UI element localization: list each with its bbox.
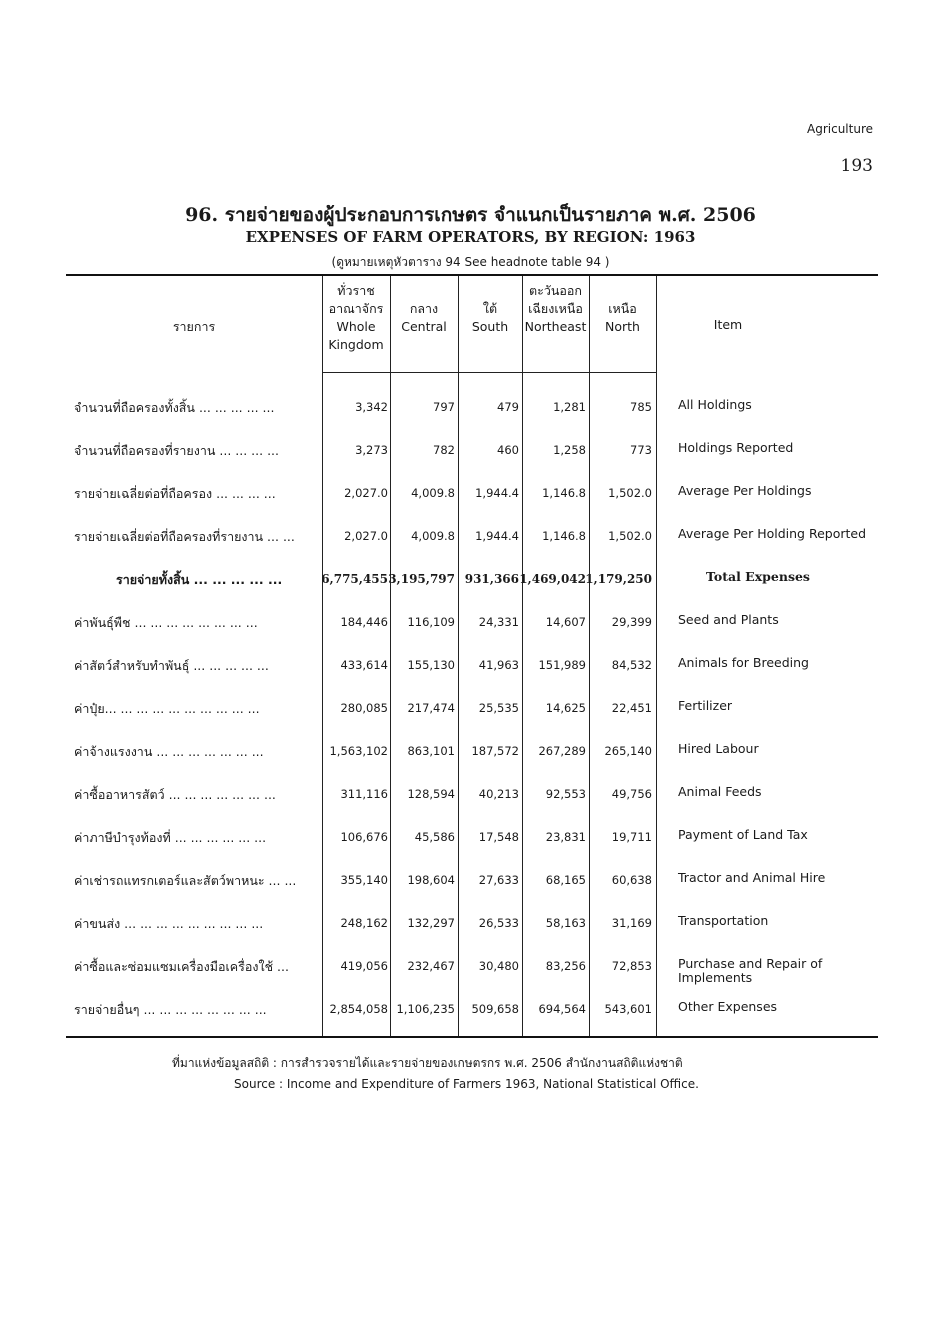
table-cell: 83,256 bbox=[545, 959, 586, 973]
table-cell: 2,854,058 bbox=[329, 1002, 388, 1016]
table-cell: 479 bbox=[497, 400, 519, 414]
table-cell: 248,162 bbox=[340, 916, 388, 930]
table-cell: 1,106,235 bbox=[396, 1002, 455, 1016]
header-english: Northeast bbox=[524, 319, 587, 334]
header-english: Item bbox=[713, 317, 743, 332]
title-thai: 96. รายจ่ายของผู้ประกอบการเกษตร จำแนกเป็นรายภาค พ.ศ. 2506 bbox=[185, 204, 756, 226]
table-cell: 785 bbox=[630, 400, 652, 414]
table-cell: 41,963 bbox=[478, 658, 519, 672]
table-cell: 151,989 bbox=[538, 658, 586, 672]
row-label-thai: รายจ่ายทั้งสิ้น ... ... ... ... ... bbox=[116, 572, 283, 587]
table-cell: 1,944.4 bbox=[475, 486, 519, 500]
header-english: South bbox=[471, 319, 509, 334]
table-cell: 72,853 bbox=[611, 959, 652, 973]
table-cell: 232,467 bbox=[407, 959, 455, 973]
table-cell: 29,399 bbox=[611, 615, 652, 629]
column-header-item-english bbox=[656, 316, 800, 334]
row-label-thai: รายจ่ายอื่นๆ ... ... ... ... ... ... ... ... bbox=[74, 1002, 267, 1017]
row-label-english: Animals for Breeding bbox=[678, 655, 809, 670]
table-cell: 3,342 bbox=[355, 400, 388, 414]
table-cell: 155,130 bbox=[407, 658, 455, 672]
header-underline bbox=[322, 372, 656, 373]
table-cell: 14,607 bbox=[545, 615, 586, 629]
table-cell: 40,213 bbox=[478, 787, 519, 801]
table-cell: 543,601 bbox=[604, 1002, 652, 1016]
section-label: Agriculture bbox=[807, 122, 873, 136]
table-cell: 30,480 bbox=[478, 959, 519, 973]
table-cell: 3,195,797 bbox=[388, 572, 455, 586]
table-top-rule bbox=[66, 274, 878, 276]
table-cell: 1,258 bbox=[553, 443, 586, 457]
row-label-english: Hired Labour bbox=[678, 741, 759, 756]
row-label-english: Average Per Holdings bbox=[678, 483, 812, 498]
table-cell: 797 bbox=[433, 400, 455, 414]
row-label-english: Payment of Land Tax bbox=[678, 827, 808, 842]
table-cell: 509,658 bbox=[471, 1002, 519, 1016]
table-cell: 23,831 bbox=[545, 830, 586, 844]
table-cell: 49,756 bbox=[611, 787, 652, 801]
table-cell: 58,163 bbox=[545, 916, 586, 930]
row-label-thai: จำนวนที่ถือครองที่รายงาน ... ... ... ... bbox=[74, 443, 279, 458]
table-cell: 355,140 bbox=[340, 873, 388, 887]
column-header-north bbox=[589, 300, 656, 336]
row-label-thai: รายจ่ายเฉลี่ยต่อที่ถือครองที่รายงาน ... ... bbox=[74, 529, 295, 544]
row-label-english: Total Expenses bbox=[706, 569, 810, 584]
table-cell: 92,553 bbox=[545, 787, 586, 801]
table-cell: 1,502.0 bbox=[608, 529, 652, 543]
table-cell: 773 bbox=[630, 443, 652, 457]
header-thai-line: เฉียงเหนือ bbox=[528, 301, 583, 316]
table-cell: 17,548 bbox=[478, 830, 519, 844]
table-cell: 3,273 bbox=[355, 443, 388, 457]
row-label-english: Purchase and Repair of Implements bbox=[678, 956, 823, 985]
table-cell: 4,009.8 bbox=[411, 486, 455, 500]
table-cell: 1,179,250 bbox=[585, 572, 652, 586]
table-cell: 419,056 bbox=[340, 959, 388, 973]
header-english: Central bbox=[401, 319, 447, 334]
column-header-central bbox=[390, 300, 458, 336]
header-thai-line: อาณาจักร bbox=[328, 301, 384, 316]
row-label-english: Fertilizer bbox=[678, 698, 733, 713]
page-number: 193 bbox=[840, 156, 873, 176]
header-thai-line: ทั่วราช bbox=[337, 283, 375, 298]
row-label-thai: ค่าจ้างแรงงาน ... ... ... ... ... ... ... bbox=[74, 744, 264, 759]
row-label-thai: รายจ่ายเฉลี่ยต่อที่ถือครอง ... ... ... ... bbox=[74, 486, 276, 501]
column-header-south bbox=[458, 300, 522, 336]
table-cell: 60,638 bbox=[611, 873, 652, 887]
row-label-thai: ค่าสัตว์สำหรับทำพันธุ์ ... ... ... ... ... bbox=[74, 658, 269, 673]
row-label-english: Average Per Holding Reported bbox=[678, 526, 867, 541]
row-label-thai: ค่าซื้อและซ่อมแซมเครื่องมือเครื่องใช้ ... bbox=[74, 959, 289, 974]
table-cell: 14,625 bbox=[545, 701, 586, 715]
source-english: Source : Income and Expenditure of Farmers 1963, National Statistical Office. bbox=[234, 1077, 699, 1091]
table-bottom-rule bbox=[66, 1036, 878, 1038]
row-label-thai: ค่าซื้ออาหารสัตว์ ... ... ... ... ... ... ... bbox=[74, 787, 276, 802]
table-cell: 931,366 bbox=[464, 572, 519, 586]
table-cell: 198,604 bbox=[407, 873, 455, 887]
row-label-english: All Holdings bbox=[678, 397, 752, 412]
column-divider bbox=[656, 276, 657, 1036]
table-cell: 265,140 bbox=[604, 744, 652, 758]
table-cell: 863,101 bbox=[407, 744, 455, 758]
column-header-whole-kingdom bbox=[322, 282, 390, 354]
row-label-thai: ค่าขนส่ง ... ... ... ... ... ... ... ... ... bbox=[74, 916, 264, 931]
table-cell: 68,165 bbox=[545, 873, 586, 887]
table-cell: 24,331 bbox=[478, 615, 519, 629]
header-english: North bbox=[605, 319, 640, 334]
row-label-english: Holdings Reported bbox=[678, 440, 794, 455]
table-cell: 31,169 bbox=[611, 916, 652, 930]
table-cell: 26,533 bbox=[478, 916, 519, 930]
table-cell: 128,594 bbox=[407, 787, 455, 801]
table-cell: 2,027.0 bbox=[344, 529, 388, 543]
table-cell: 694,564 bbox=[538, 1002, 586, 1016]
headnote: (ดูหมายเหตุหัวตาราง 94 See headnote table 94 ) bbox=[331, 255, 610, 269]
header-english: Whole Kingdom bbox=[328, 319, 384, 352]
column-header-northeast bbox=[522, 282, 589, 336]
table-cell: 4,009.8 bbox=[411, 529, 455, 543]
row-label-thai: ค่าพันธุ์พืช ... ... ... ... ... ... ... ... bbox=[74, 615, 258, 630]
table-cell: 184,446 bbox=[340, 615, 388, 629]
table-cell: 1,502.0 bbox=[608, 486, 652, 500]
header-thai-line: ตะวันออก bbox=[529, 283, 582, 298]
table-cell: 2,027.0 bbox=[344, 486, 388, 500]
row-label-thai: ค่าภาษีบำรุงท้องที่ ... ... ... ... ... ... bbox=[74, 830, 267, 845]
row-label-english: Transportation bbox=[678, 913, 769, 928]
row-label-english: Other Expenses bbox=[678, 999, 778, 1014]
header-thai-line: ใต้ bbox=[482, 301, 498, 316]
title-english: EXPENSES OF FARM OPERATORS, BY REGION: 1963 bbox=[245, 228, 696, 246]
table-cell: 116,109 bbox=[407, 615, 455, 629]
table-cell: 6,775,455 bbox=[321, 572, 388, 586]
table-cell: 280,085 bbox=[340, 701, 388, 715]
table-cell: 187,572 bbox=[471, 744, 519, 758]
table-cell: 132,297 bbox=[407, 916, 455, 930]
table-cell: 84,532 bbox=[611, 658, 652, 672]
table-cell: 45,586 bbox=[414, 830, 455, 844]
row-label-english: Seed and Plants bbox=[678, 612, 779, 627]
table-cell: 25,535 bbox=[478, 701, 519, 715]
table-cell: 217,474 bbox=[407, 701, 455, 715]
table-cell: 311,116 bbox=[340, 787, 388, 801]
table-cell: 1,146.8 bbox=[542, 486, 586, 500]
table-cell: 1,146.8 bbox=[542, 529, 586, 543]
table-cell: 433,614 bbox=[340, 658, 388, 672]
table-cell: 1,469,042 bbox=[519, 572, 586, 586]
table-cell: 267,289 bbox=[538, 744, 586, 758]
table-cell: 106,676 bbox=[340, 830, 388, 844]
row-label-thai: ค่าเช่ารถแทรกเตอร์และสัตว์พาหนะ ... ... bbox=[74, 873, 297, 888]
table-cell: 460 bbox=[497, 443, 519, 457]
column-header-item-thai bbox=[66, 318, 322, 336]
table-cell: 1,563,102 bbox=[329, 744, 388, 758]
table-cell: 1,944.4 bbox=[475, 529, 519, 543]
table-cell: 19,711 bbox=[611, 830, 652, 844]
row-label-english: Animal Feeds bbox=[678, 784, 762, 799]
header-thai-line: รายการ bbox=[172, 319, 216, 334]
header-thai-line: กลาง bbox=[409, 301, 439, 316]
table-cell: 22,451 bbox=[611, 701, 652, 715]
table-cell: 782 bbox=[433, 443, 455, 457]
header-thai-line: เหนือ bbox=[608, 301, 637, 316]
source-thai: ที่มาแห่งข้อมูลสถิติ : การสำรวจรายได้และรายจ่ายของเกษตรกร พ.ศ. 2506 สำนักงานสถิติแห่งชาติ bbox=[172, 1056, 683, 1070]
row-label-thai: ค่าปุ๋ย... ... ... ... ... ... ... ... ... ... bbox=[74, 701, 260, 716]
table-cell: 1,281 bbox=[553, 400, 586, 414]
row-label-thai: จำนวนที่ถือครองทั้งสิ้น ... ... ... ... ... bbox=[74, 400, 275, 415]
row-label-english: Tractor and Animal Hire bbox=[678, 870, 826, 885]
table-cell: 27,633 bbox=[478, 873, 519, 887]
